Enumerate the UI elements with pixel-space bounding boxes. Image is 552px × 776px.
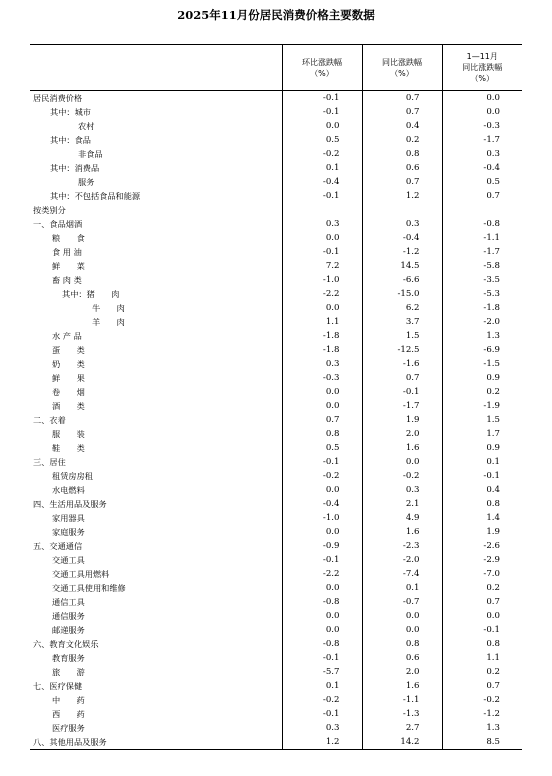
table-row (30, 721, 522, 735)
row-label: 八、其他用品及服务 (30, 735, 282, 750)
cell-mom: -0.4 (282, 175, 362, 189)
table-row (30, 385, 522, 399)
row-label: 交通工具 (30, 553, 282, 567)
cell-ytd: -3.5 (483, 274, 500, 285)
cell-mom: 0.0 (282, 581, 362, 595)
row-label: 按类别分 (30, 203, 282, 217)
cpi-table-container (30, 44, 522, 750)
table-row (30, 399, 522, 413)
table-row (30, 133, 522, 147)
table-row (30, 497, 522, 511)
row-label: 奶 类 (30, 357, 282, 371)
cell-mom: 0.3 (282, 217, 362, 231)
row-label: 牛 肉 (30, 301, 282, 315)
table-row (30, 175, 522, 189)
row-label: 通信服务 (30, 609, 282, 623)
cell-ytd: 1.7 (486, 428, 500, 439)
cell-ytd: 0.4 (486, 484, 500, 495)
cell-yoy: 0.7 (362, 175, 442, 189)
cell-ytd: -5.3 (483, 288, 500, 299)
cell-yoy: 0.4 (362, 119, 442, 133)
cell-yoy: -0.4 (362, 231, 442, 245)
cell-yoy: 1.5 (362, 329, 442, 343)
table-row (30, 665, 522, 679)
cell-yoy: 0.7 (362, 105, 442, 119)
cell-ytd: 0.8 (486, 638, 500, 649)
table-row (30, 343, 522, 357)
row-label: 农村 (30, 119, 282, 133)
cell-ytd: -1.9 (483, 400, 500, 411)
table-row (30, 259, 522, 273)
cell-yoy: -15.0 (362, 287, 442, 301)
row-label: 三、居住 (30, 455, 282, 469)
cell-mom: -0.1 (282, 245, 362, 259)
cell-ytd: 0.5 (486, 176, 500, 187)
table-row (30, 441, 522, 455)
row-label: 家用器具 (30, 511, 282, 525)
cell-ytd: -1.5 (483, 358, 500, 369)
cell-mom: -2.2 (282, 287, 362, 301)
cell-mom: -0.1 (282, 553, 362, 567)
cell-mom: 0.0 (282, 623, 362, 637)
cell-ytd: 0.0 (486, 92, 500, 103)
cell-yoy: -0.7 (362, 595, 442, 609)
row-label: 酒 类 (30, 399, 282, 413)
cell-ytd: -1.7 (483, 246, 500, 257)
table-row (30, 231, 522, 245)
cell-mom: 0.0 (282, 525, 362, 539)
cell-mom: 0.1 (282, 161, 362, 175)
cell-mom: -2.2 (282, 567, 362, 581)
cell-yoy: -0.2 (362, 469, 442, 483)
cell-yoy: 0.7 (362, 371, 442, 385)
cell-yoy: 14.5 (362, 259, 442, 273)
cell-ytd: -7.0 (483, 568, 500, 579)
cell-yoy: 1.6 (362, 679, 442, 693)
cell-ytd: 0.7 (486, 190, 500, 201)
table-row (30, 595, 522, 609)
cell-mom: 0.0 (282, 231, 362, 245)
cell-yoy: 0.0 (362, 455, 442, 469)
row-label: 六、教育文化娱乐 (30, 637, 282, 651)
row-label: 二、衣着 (30, 413, 282, 427)
cell-mom: 7.2 (282, 259, 362, 273)
header-ytd-title: 同比涨跌幅 (462, 63, 503, 72)
row-label: 其中：城市 (30, 105, 282, 119)
cell-ytd: 1.4 (486, 512, 500, 523)
table-row (30, 511, 522, 525)
cell-yoy: 6.2 (362, 301, 442, 315)
table-header-row (30, 45, 522, 91)
cell-yoy (362, 203, 442, 217)
header-mom (282, 45, 362, 91)
cell-mom: 0.0 (282, 385, 362, 399)
header-yoy (362, 45, 442, 91)
row-label: 服务 (30, 175, 282, 189)
cell-ytd: 0.9 (486, 442, 500, 453)
document-title: 2025年11月份居民消费价格主要数据 (177, 8, 375, 22)
cell-yoy: -1.1 (362, 693, 442, 707)
cell-yoy: 1.6 (362, 441, 442, 455)
cell-mom: -1.0 (282, 273, 362, 287)
cell-mom: -0.2 (282, 147, 362, 161)
cell-ytd: -5.8 (483, 260, 500, 271)
table-row (30, 357, 522, 371)
table-row (30, 693, 522, 707)
cell-mom: -0.8 (282, 637, 362, 651)
cell-ytd: 0.0 (486, 610, 500, 621)
cell-mom: -0.1 (282, 651, 362, 665)
cell-ytd: -2.9 (483, 554, 500, 565)
cell-yoy: 14.2 (362, 735, 442, 750)
header-mom-title: 环比涨跌幅 (302, 57, 342, 67)
table-row (30, 329, 522, 343)
table-body (30, 91, 522, 750)
cell-ytd: 0.2 (486, 666, 500, 677)
cell-ytd: 1.1 (486, 652, 500, 663)
row-label: 水电燃料 (30, 483, 282, 497)
row-label: 其中：食品 (30, 133, 282, 147)
cell-mom: -0.1 (282, 189, 362, 203)
cell-yoy: 2.7 (362, 721, 442, 735)
cell-yoy: 0.7 (362, 91, 442, 106)
cell-yoy: 0.3 (362, 217, 442, 231)
row-label: 五、交通通信 (30, 539, 282, 553)
table-row (30, 301, 522, 315)
cell-yoy: 0.2 (362, 133, 442, 147)
cell-ytd: -0.2 (483, 694, 500, 705)
cell-ytd: 1.9 (486, 526, 500, 537)
cell-yoy: -1.7 (362, 399, 442, 413)
row-label: 畜 肉 类 (30, 273, 282, 287)
cell-yoy: -1.6 (362, 357, 442, 371)
cell-yoy: 1.9 (362, 413, 442, 427)
table-row (30, 609, 522, 623)
table-row (30, 245, 522, 259)
cell-ytd: 0.2 (486, 386, 500, 397)
table-row (30, 315, 522, 329)
table-row (30, 119, 522, 133)
cell-mom: -0.1 (282, 105, 362, 119)
row-label: 旅 游 (30, 665, 282, 679)
cell-mom: -0.1 (282, 455, 362, 469)
header-yoy-unit: （%） (390, 68, 414, 78)
cell-mom: -0.3 (282, 371, 362, 385)
cell-mom: -0.2 (282, 693, 362, 707)
table-row (30, 427, 522, 441)
cell-mom: -1.8 (282, 343, 362, 357)
cell-ytd: -0.1 (483, 624, 500, 635)
row-label: 卷 烟 (30, 385, 282, 399)
cell-yoy: -12.5 (362, 343, 442, 357)
cell-mom: -1.0 (282, 511, 362, 525)
cell-ytd: -2.6 (483, 540, 500, 551)
cell-yoy: -2.0 (362, 553, 442, 567)
row-label: 其中：消费品 (30, 161, 282, 175)
cell-mom: -1.8 (282, 329, 362, 343)
cell-ytd: 0.9 (486, 372, 500, 383)
cell-yoy: 0.8 (362, 147, 442, 161)
cell-ytd: 0.1 (486, 456, 500, 467)
row-label: 鲜 果 (30, 371, 282, 385)
cell-ytd: 0.7 (486, 596, 500, 607)
row-label: 居民消费价格 (30, 91, 282, 106)
cell-yoy: 0.0 (362, 623, 442, 637)
cell-yoy: 4.9 (362, 511, 442, 525)
cell-ytd: -1.8 (483, 302, 500, 313)
row-label: 食 用 油 (30, 245, 282, 259)
cell-mom: 0.0 (282, 119, 362, 133)
row-label: 非食品 (30, 147, 282, 161)
cell-yoy: -6.6 (362, 273, 442, 287)
cell-mom: 0.5 (282, 133, 362, 147)
table-row (30, 203, 522, 217)
header-ytd-period: 1—11月 (466, 52, 498, 61)
table-row (30, 371, 522, 385)
row-label: 租赁房房租 (30, 469, 282, 483)
cell-ytd: -2.0 (483, 316, 500, 327)
cell-ytd: 0.8 (486, 498, 500, 509)
table-row (30, 455, 522, 469)
cell-mom: 0.7 (282, 413, 362, 427)
cell-yoy: 2.1 (362, 497, 442, 511)
table-row (30, 651, 522, 665)
cell-mom: -0.9 (282, 539, 362, 553)
row-label: 鞋 类 (30, 441, 282, 455)
cell-mom: -0.1 (282, 91, 362, 106)
cell-ytd: 0.2 (486, 582, 500, 593)
cell-ytd: -0.8 (483, 218, 500, 229)
cell-mom: -0.2 (282, 469, 362, 483)
header-mom-unit: （%） (310, 68, 334, 78)
cell-yoy: 1.2 (362, 189, 442, 203)
table-row (30, 623, 522, 637)
table-row (30, 483, 522, 497)
cell-yoy: -1.3 (362, 707, 442, 721)
cell-ytd (442, 203, 522, 217)
cell-mom: 0.5 (282, 441, 362, 455)
cell-yoy: -0.1 (362, 385, 442, 399)
row-label: 七、医疗保健 (30, 679, 282, 693)
cell-mom: 0.1 (282, 679, 362, 693)
row-label: 西 药 (30, 707, 282, 721)
table-row (30, 679, 522, 693)
row-label: 四、生活用品及服务 (30, 497, 282, 511)
cell-mom: 0.3 (282, 357, 362, 371)
cell-ytd: 8.5 (442, 735, 522, 750)
cell-ytd: 0.7 (486, 680, 500, 691)
header-ytd-unit: （%） (470, 74, 495, 83)
table-row (30, 735, 522, 750)
cell-mom: -0.4 (282, 497, 362, 511)
table-row (30, 147, 522, 161)
row-label: 医疗服务 (30, 721, 282, 735)
row-label: 交通工具使用和维修 (30, 581, 282, 595)
table-row (30, 91, 522, 106)
table-row (30, 273, 522, 287)
cell-mom: 1.1 (282, 315, 362, 329)
cell-yoy: -2.3 (362, 539, 442, 553)
cell-ytd: -1.7 (483, 134, 500, 145)
table-row (30, 161, 522, 175)
cell-ytd: 0.3 (486, 148, 500, 159)
cell-ytd: -1.2 (483, 708, 500, 719)
row-label: 蛋 类 (30, 343, 282, 357)
cell-ytd: 1.3 (486, 722, 500, 733)
row-label: 家庭服务 (30, 525, 282, 539)
table-row (30, 287, 522, 301)
cell-mom: 0.0 (282, 399, 362, 413)
cell-ytd: -1.1 (483, 232, 500, 243)
cell-yoy: 0.6 (362, 651, 442, 665)
cell-ytd: -0.1 (483, 470, 500, 481)
cell-ytd: 1.5 (486, 414, 500, 425)
header-item-column (30, 45, 282, 91)
cell-ytd: -6.9 (483, 344, 500, 355)
cell-mom: 0.0 (282, 483, 362, 497)
cell-yoy: 0.1 (362, 581, 442, 595)
row-label: 邮递服务 (30, 623, 282, 637)
header-ytd (442, 45, 522, 91)
cell-ytd: -0.3 (483, 120, 500, 131)
table-row (30, 413, 522, 427)
cpi-table (30, 44, 522, 750)
cell-mom: -0.1 (282, 707, 362, 721)
cell-yoy: 2.0 (362, 665, 442, 679)
cell-yoy: 0.3 (362, 483, 442, 497)
header-yoy-title: 同比涨跌幅 (382, 57, 422, 67)
row-label: 其中：不包括食品和能源 (30, 189, 282, 203)
row-label: 一、食品烟酒 (30, 217, 282, 231)
cell-mom (282, 203, 362, 217)
table-row (30, 105, 522, 119)
cell-mom: 1.2 (282, 735, 362, 750)
cell-mom: -0.8 (282, 595, 362, 609)
cell-yoy: 0.6 (362, 161, 442, 175)
cell-ytd: 1.3 (486, 330, 500, 341)
table-row (30, 567, 522, 581)
cell-yoy: 0.8 (362, 637, 442, 651)
table-row (30, 707, 522, 721)
row-label: 鲜 菜 (30, 259, 282, 273)
row-label: 水 产 品 (30, 329, 282, 343)
table-row (30, 189, 522, 203)
table-row (30, 469, 522, 483)
row-label: 粮 食 (30, 231, 282, 245)
table-row (30, 525, 522, 539)
cell-yoy: 0.0 (362, 609, 442, 623)
row-label: 中 药 (30, 693, 282, 707)
row-label: 其中：猪 肉 (30, 287, 282, 301)
cell-mom: 0.3 (282, 721, 362, 735)
cell-yoy: 2.0 (362, 427, 442, 441)
table-row (30, 217, 522, 231)
row-label: 羊 肉 (30, 315, 282, 329)
table-row (30, 539, 522, 553)
cell-mom: 0.0 (282, 301, 362, 315)
cell-ytd: 0.0 (486, 106, 500, 117)
row-label: 交通工具用燃料 (30, 567, 282, 581)
cell-yoy: 1.6 (362, 525, 442, 539)
row-label: 服 装 (30, 427, 282, 441)
row-label: 通信工具 (30, 595, 282, 609)
table-row (30, 637, 522, 651)
cell-yoy: -7.4 (362, 567, 442, 581)
row-label: 教育服务 (30, 651, 282, 665)
table-row (30, 553, 522, 567)
table-row (30, 581, 522, 595)
cell-yoy: 3.7 (362, 315, 442, 329)
cell-ytd: -0.4 (483, 162, 500, 173)
cell-yoy: -1.2 (362, 245, 442, 259)
cell-mom: -5.7 (282, 665, 362, 679)
cell-mom: 0.8 (282, 427, 362, 441)
cell-mom: 0.0 (282, 609, 362, 623)
